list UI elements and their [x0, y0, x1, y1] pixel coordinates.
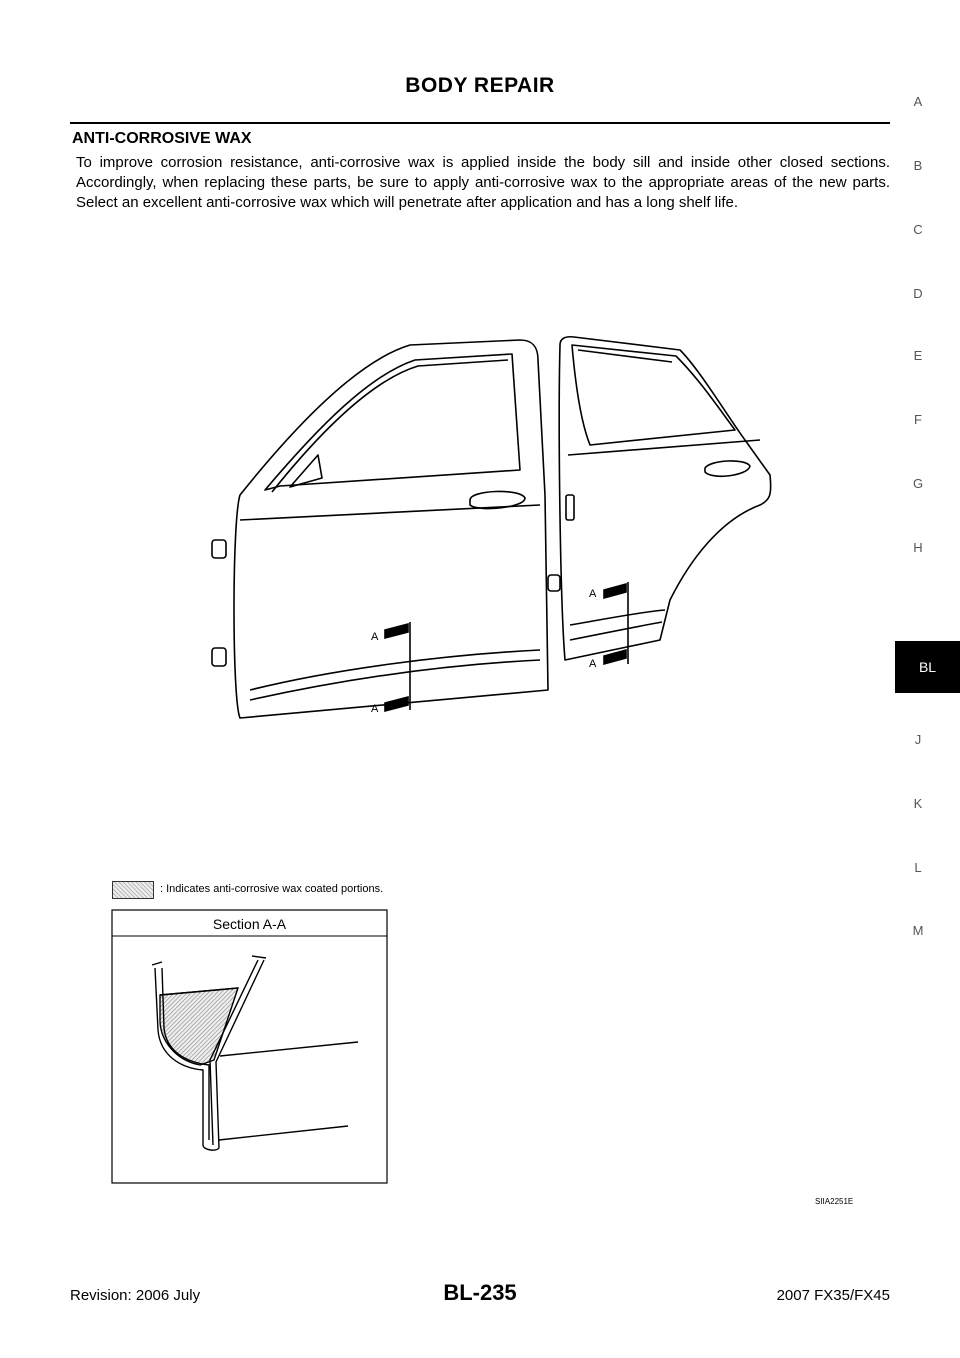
side-index-m[interactable]: M	[912, 923, 924, 938]
wax-legend-swatch	[112, 881, 154, 899]
callout-a-3: A	[589, 588, 597, 600]
section-paragraph: To improve corrosion resistance, anti-corrosive wax is applied inside the body sill and inside other closed sections. Accordingly, when replacing these parts, be sure to apply anti-corrosive wax to the appropriate areas of the new parts. Select an excellent anti-corrosive wax which will penetrate after application and has a long shelf life.	[76, 154, 890, 211]
rear-door-handle	[705, 461, 750, 476]
figure-code: SIIA2251E	[815, 1197, 854, 1206]
footer-revision: Revision: 2006 July	[70, 1287, 201, 1304]
callout-a-4: A	[589, 658, 597, 670]
section-aa-box	[112, 910, 387, 1183]
wax-legend-text: : Indicates anti-corrosive wax coated portions.	[160, 883, 384, 895]
side-index-d[interactable]: D	[913, 286, 923, 301]
front-door-outline	[234, 340, 548, 718]
side-index-h[interactable]: H	[913, 540, 923, 555]
section-aa-title: Section A-A	[212, 916, 287, 932]
side-index-k[interactable]: K	[913, 796, 923, 811]
rear-door-outline	[559, 337, 770, 660]
section-heading: ANTI-CORROSIVE WAX	[72, 130, 252, 147]
side-index-j[interactable]: J	[914, 732, 922, 747]
footer-page-number: BL-235	[443, 1280, 517, 1305]
side-index-bl-active[interactable]: BL	[895, 641, 960, 693]
side-index-a[interactable]: A	[913, 94, 923, 109]
side-index-e[interactable]: E	[913, 348, 923, 363]
footer-model: 2007 FX35/FX45	[776, 1287, 890, 1304]
callout-a-2: A	[371, 703, 379, 715]
side-index-f[interactable]: F	[914, 412, 922, 427]
side-index-l[interactable]: L	[914, 860, 922, 875]
side-index-b[interactable]: B	[913, 158, 923, 173]
callout-a-1: A	[371, 631, 379, 643]
side-index-g[interactable]: G	[912, 476, 924, 491]
section-aa-drawing	[152, 956, 358, 1150]
side-index-c[interactable]: C	[913, 222, 923, 237]
section-marker-front	[385, 622, 410, 711]
page-header-title: BODY REPAIR	[405, 74, 555, 97]
